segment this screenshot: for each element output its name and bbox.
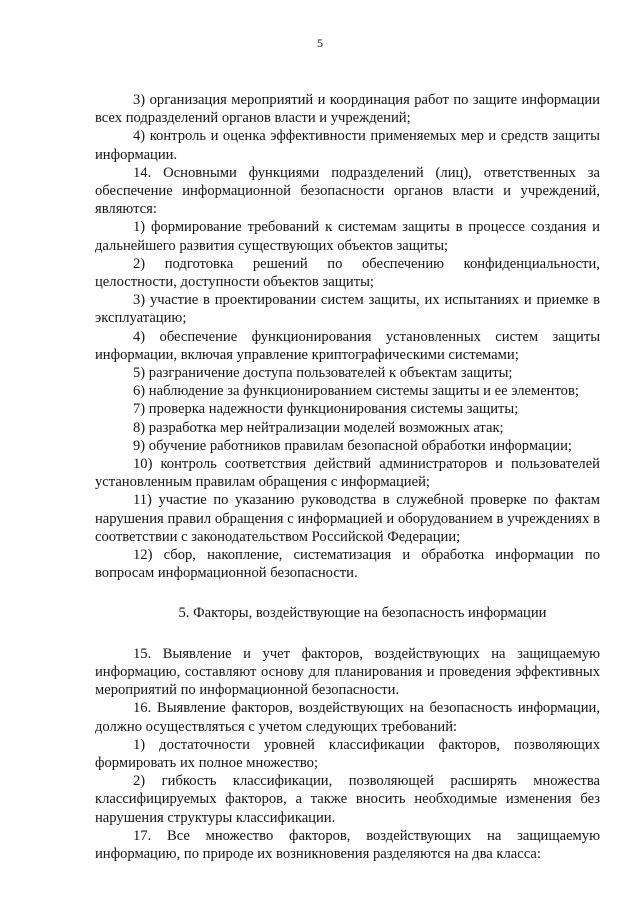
paragraph: 16. Выявление факторов, воздействующих на безопасность информации, должно осуществляться с учетом следующих требований: — [95, 700, 600, 735]
page-number: 5 — [317, 36, 323, 50]
list-item: 12) сбор, накопление, систематизация и обработка информации по вопросам информационной безопасности. — [95, 547, 600, 582]
list-item: 6) наблюдение за функционированием системы защиты и ее элементов; — [133, 383, 579, 400]
list-item: 3) участие в проектировании систем защиты, их испытаниях и приемке в эксплуатацию; — [95, 292, 600, 327]
list-item: 5) разграничение доступа пользователей к объектам защиты; — [133, 365, 513, 382]
paragraph: 4) контроль и оценка эффективности применяемых мер и средств защиты информации. — [95, 128, 600, 163]
paragraph: 15. Выявление и учет факторов, воздействующих на защищаемую информацию, составляют основу для планирования и проведения эффективных мероприятий по информационной безопасности. — [95, 645, 600, 699]
list-item: 10) контроль соответствия действий администраторов и пользователей установленным правилам обращения с информацией; — [95, 456, 600, 491]
paragraph: 14. Основными функциями подразделений (лиц), ответственных за обеспечение информационной безопасности органов власти и учреждений, являются: — [95, 164, 600, 218]
list-item: 2) подготовка решений по обеспечению конфиденциальности, целостности, доступности объектов защиты; — [95, 255, 600, 291]
list-item: 2) гибкость классификации, позволяющей расширять множества классифицируемых факторов, а также вносить необходимые изменения без нарушения структуры классификации. — [95, 773, 600, 826]
list-item: 11) участие по указанию руководства в служебной проверке по фактам нарушения правил обращения с информацией и оборудованием в учреждениях в соответствии с законодательством Российской Федерации; — [95, 492, 600, 545]
list-item: 7) проверка надежности функционирования системы защиты; — [133, 401, 519, 418]
paragraph: 3) организация мероприятий и координация работ по защите информации всех подразделений органов власти и учреждений; — [95, 92, 600, 127]
list-item: 9) обучение работников правилам безопасной обработки информации; — [133, 437, 572, 454]
list-item: 4) обеспечение функционирования установленных систем защиты информации, включая управление криптографическими системами; — [95, 328, 600, 363]
list-item: 8) разработка мер нейтрализации моделей возможных атак; — [133, 419, 504, 436]
section-heading: 5. Факторы, воздействующие на безопасность информации — [178, 605, 547, 622]
list-item: 1) формирование требований к системам защиты в процессе создания и дальнейшего развития существующих объектов защиты; — [95, 219, 600, 254]
document-body — [95, 91, 600, 863]
paragraph: 17. Все множество факторов, воздействующих на защищаемую информацию, по природе их возникновения разделяются на два класса: — [95, 827, 600, 862]
list-item: 1) достаточности уровней классификации факторов, позволяющих формировать их полное множество; — [95, 736, 600, 771]
